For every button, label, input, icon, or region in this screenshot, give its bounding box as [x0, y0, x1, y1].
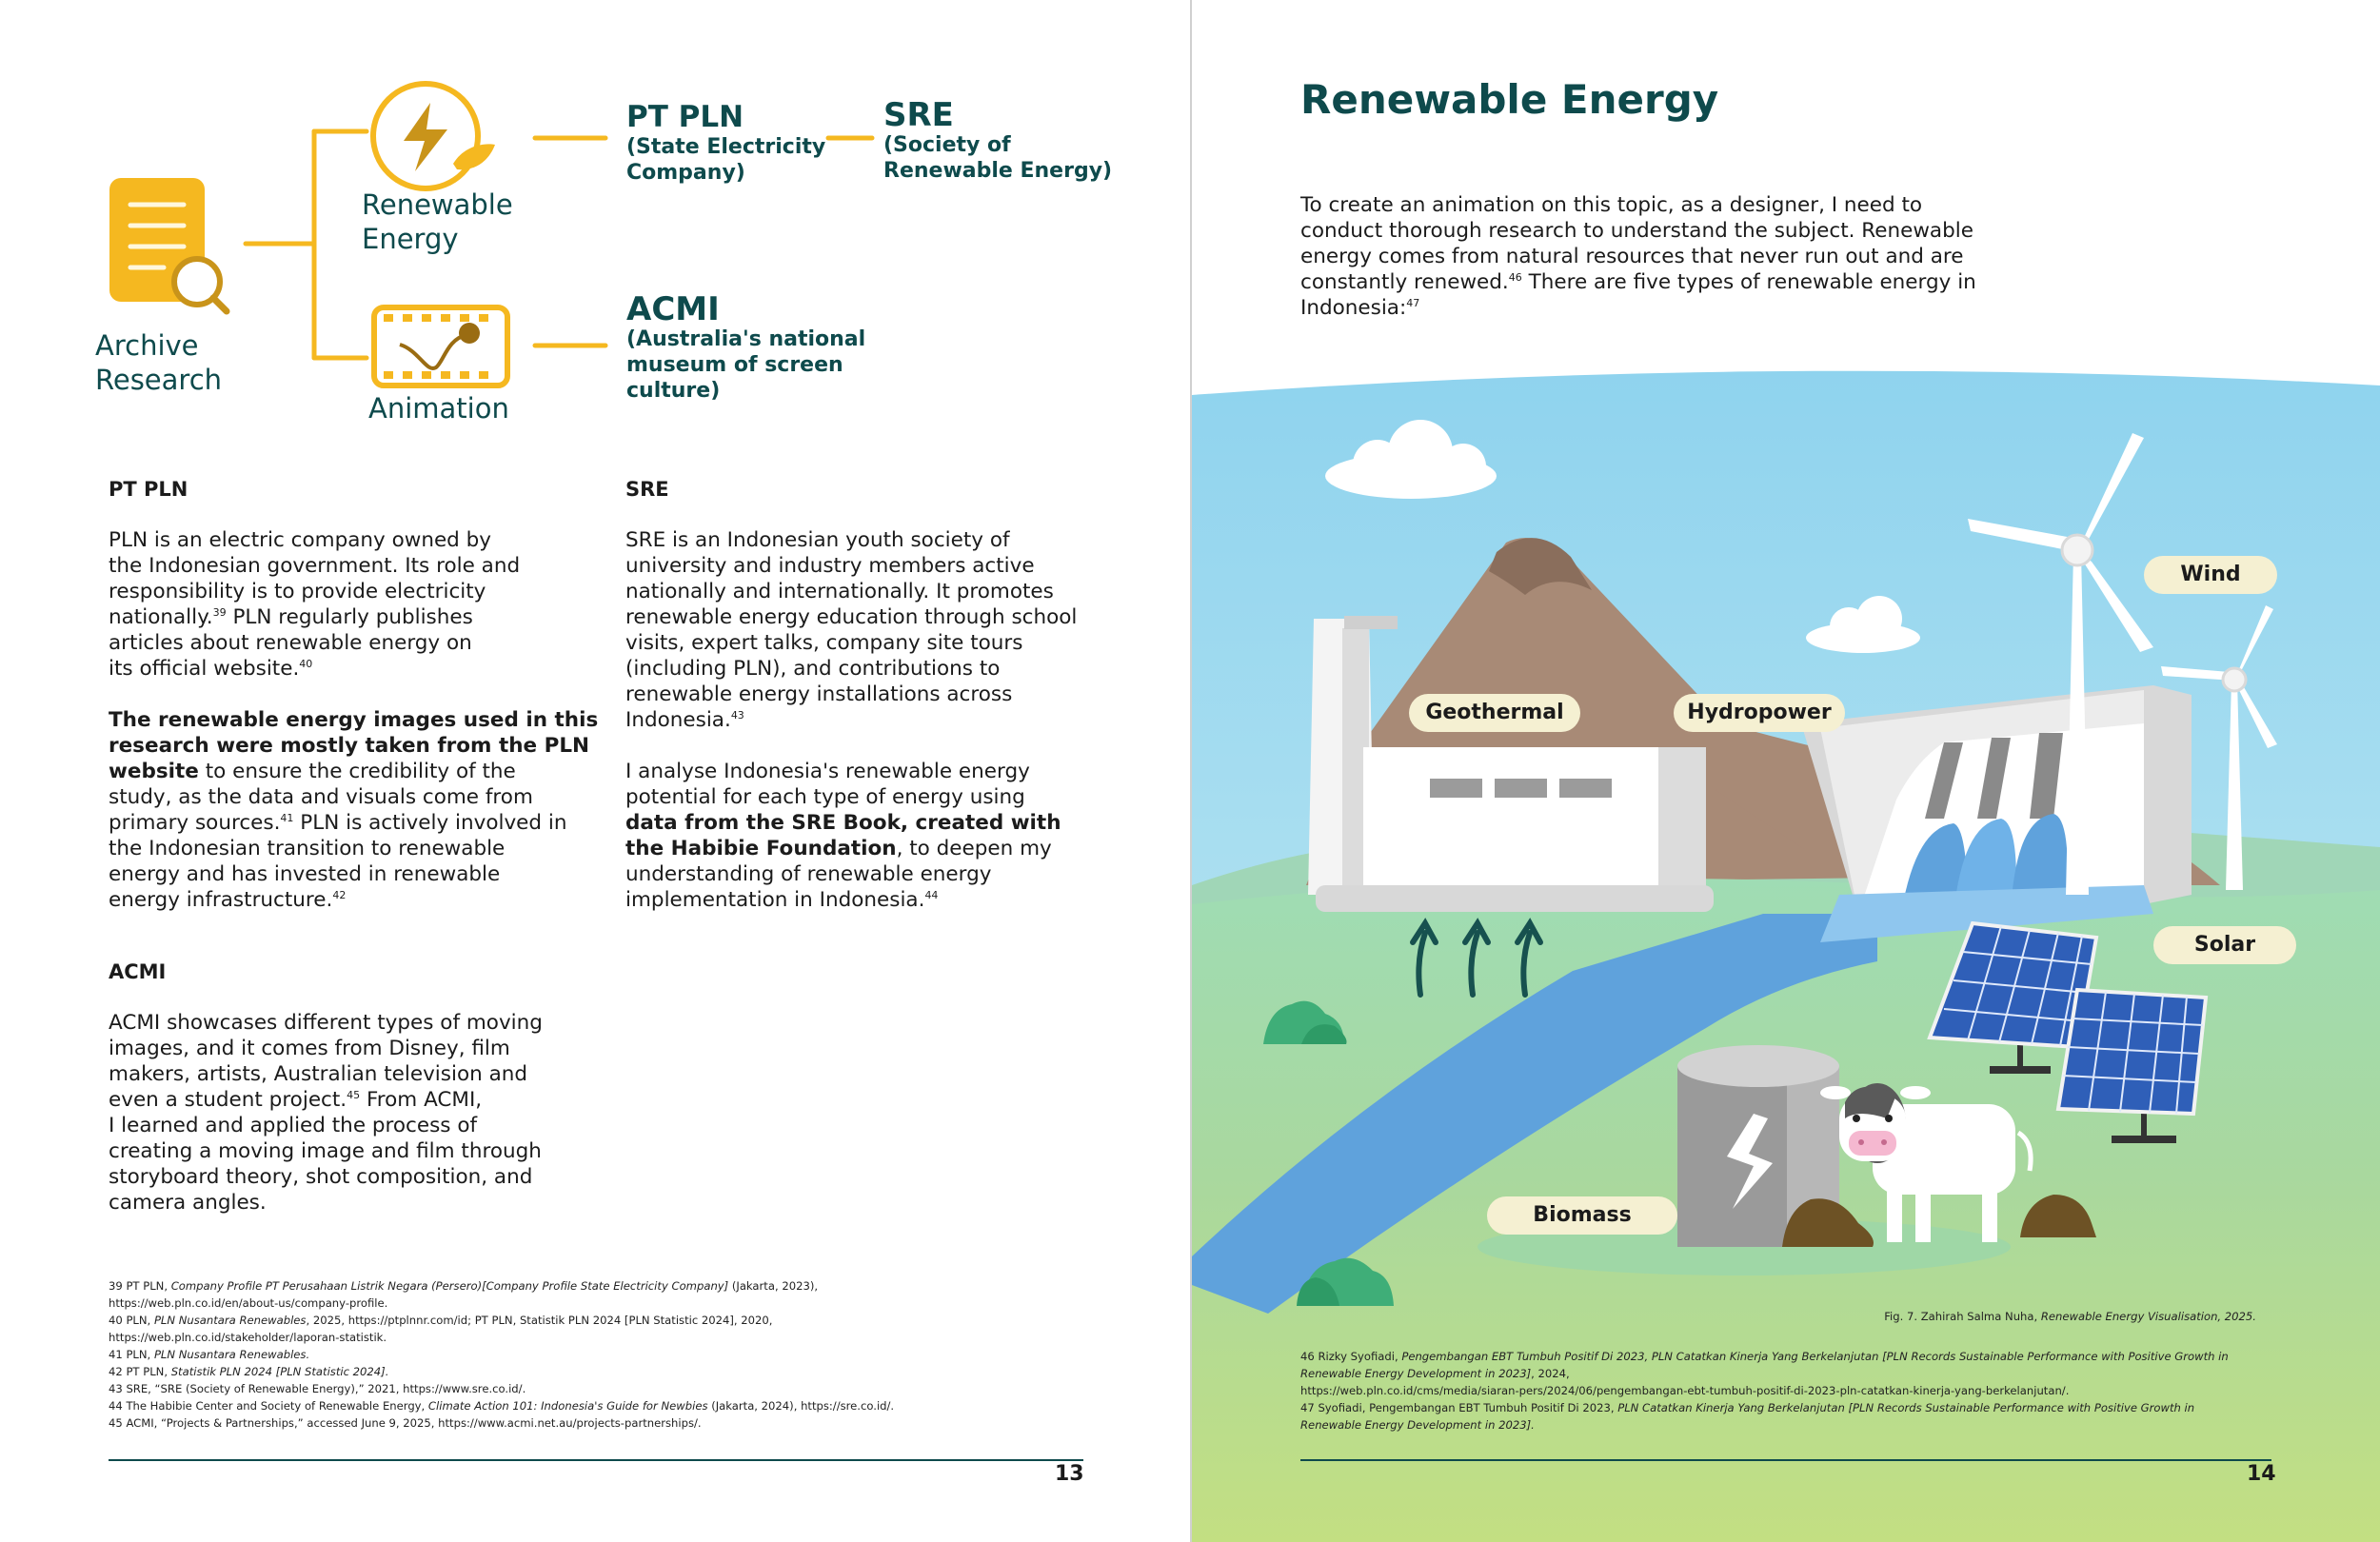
label-wind: Wind — [2144, 556, 2277, 594]
sre-body: SRE is an Indonesian youth society of university and industry members active nationally and internationally. It promotes renewable energy education through school visits, expert talks, company site tours (including PLN), and contributions to renewable energy installations across Indonesia.$^{43}$ I analyse Indonesia's renewable energy potential for each type of energy using data from the SRE Book, created with the Habibie Foundation, to deepen my understanding of renewable energy implementation in Indonesia.$^{44}$ — [625, 528, 1078, 912]
acmi-heading: ACMI — [109, 960, 167, 983]
label-solar: Solar — [2153, 926, 2296, 964]
sre-node: SRE (Society of Renewable Energy) — [883, 96, 1113, 183]
ptpln-body: PLN is an electric company owned by the Indonesian government. Its role and responsibility is to provide electricity nationally.$^{39}$ PLN regularly publishes articles about renewable energy on its official website.$^{40}$ The renewable energy images used in this research were mostly taken from the PLN website to ensure the credibility of the study, as the data and visuals come from primary sources.$^{41}$ PLN is actively involved in the Indonesian transition to renewable energy and has invested in renewable energy infrastructure.$^{42}$ — [109, 528, 599, 912]
right-page — [1192, 0, 2380, 1542]
page-number-13: 13 — [1055, 1462, 1084, 1486]
ptpln-node-title: PT PLN — [626, 100, 744, 134]
ptpln-heading: PT PLN — [109, 478, 188, 501]
right-footnotes: 46 Rizky Syofiadi, Pengembangan EBT Tumbuh Positif Di 2023, PLN Catatkan Kinerja Yang Berkelanjutan [PLN Records Sustainable Performance with Positive Growth in Renewable Energy Development in 2023], 2024, https://web.pln.co.id/cms/media/siaran-pers/2024/06/pengembangan-ebt-tumbuh-positif-di-2023-pln-catatkan-kinerja-yang-berkelanjutan/. 47 Syofiadi, Pengembangan EBT Tumbuh Positif Di 2023, PLN Catatkan Kinerja Yang Berkelanjutan [PLN Records Sustainable Performance with Positive Growth in Renewable Energy Development in 2023]. — [1300, 1350, 2229, 1432]
left-footnotes: 39 PT PLN, Company Profile PT Perusahaan Listrik Negara (Persero)[Company Profile State Electricity Company] (Jakarta, 2023), https://web.pln.co.id/en/about-us/company-profile. 40 PLN, PLN Nusantara Renewables, 2025, https://ptplnnr.com/id; PT PLN, Statistik PLN 2024 [PLN Statistic 2024], 2020, https://web.pln.co.id/stakeholder/laporan-statistik. 41 PLN, PLN Nusantara Renewables. 42 PT PLN, Statistik PLN 2024 [PLN Statistic 2024]. 43 SRE, “SRE (Society of Renewable Energy),” 2021, https://www.sre.co.id/. 44 The Habibie Center and Society of Renewable Energy, Climate Action 101: Indonesia's Guide for Newbies (Jakarta, 2024), https://sre.co.id/. 45 ACMI, “Projects & Partnerships,” accessed June 9, 2025, https://www.acmi.net.au/projects-partnerships/. — [109, 1279, 895, 1430]
bolt-leaf-icon — [373, 84, 495, 188]
archive-document-icon — [109, 178, 227, 311]
animation-label: Animation — [368, 392, 509, 425]
acmi-node-title: ACMI — [626, 290, 720, 328]
label-geothermal: Geothermal — [1409, 694, 1580, 732]
ptpln-node: PT PLN (State Electricity Company) — [626, 100, 826, 185]
figure-caption: Fig. 7. Zahirah Salma Nuha, Renewable Energy Visualisation, 2025. — [1884, 1310, 2256, 1323]
acmi-body: ACMI showcases different types of moving images, and it comes from Disney, film makers, artists, Australian television and even a student project.$^{45}$ From ACMI, I learned and applied the process of creating a moving image and film through storyboard theory, shot composition, and camera angles. — [109, 1011, 543, 1215]
hydropower-dam — [1801, 685, 2192, 942]
left-footer-rule — [109, 1459, 1083, 1461]
label-biomass: Biomass — [1487, 1196, 1677, 1235]
page-title: Renewable Energy — [1300, 76, 1719, 123]
film-strip-icon — [374, 307, 507, 386]
acmi-node: ACMI (Australia's national museum of screen culture) — [626, 290, 866, 403]
renewable-energy-label: Renewable Energy — [362, 188, 513, 255]
page-number-14: 14 — [2247, 1462, 2276, 1486]
right-footer-rule — [1300, 1459, 2271, 1461]
sre-heading: SRE — [625, 478, 669, 501]
archive-research-label: Archive Research — [95, 329, 223, 396]
sre-node-title: SRE — [883, 96, 954, 134]
label-hydropower: Hydropower — [1674, 694, 1845, 732]
intro-text: To create an animation on this topic, as a designer, I need to conduct thorough research to understand the subject. Renewable energy comes from natural resources that never run out and are constantly renewed.$^{46}$ There are five types of renewable energy in Indonesia:$^{47}$ — [1300, 193, 1976, 320]
